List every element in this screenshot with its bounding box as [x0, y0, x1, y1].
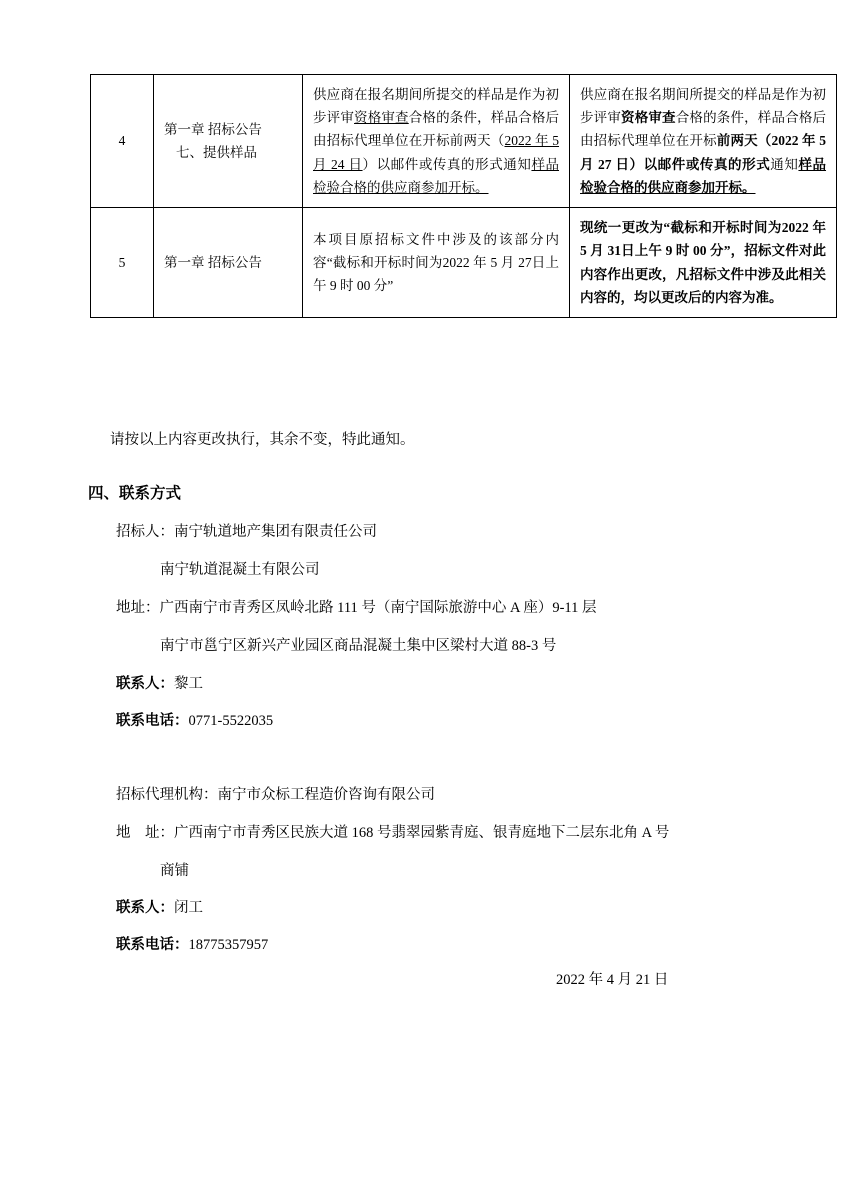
text-run: 现统一更改为“截标和开标时间为2022 年 5 月 31日上午 9 时 00 分”，招标文件对此内容作出更改，凡招标文件中涉及此相关内容的，均以更改后的内容为准。 [580, 220, 826, 305]
text-run: 资格审查 [621, 110, 676, 126]
contact-line [88, 714, 273, 729]
row-new-content-cell [570, 208, 837, 318]
section-title-contact: 四、联系方式 [88, 485, 182, 502]
text-run: 前两天（2022 年 5 月 27 日）以邮件或传真的形式 [580, 133, 827, 172]
contact-label: 招标人： [116, 524, 174, 540]
contact-line [88, 601, 597, 616]
row-old-content-cell [303, 208, 570, 318]
text-run: 供应商在报名期间所提交的样品是作为初步评审 [580, 87, 826, 126]
contact-value: 黎工 [174, 676, 203, 692]
text-run: 资格审查 [354, 110, 409, 126]
contact-label: 地址： [116, 600, 160, 616]
execution-note: 请按以上内容更改执行，其余不变，特此通知。 [110, 432, 415, 448]
contact-label: 联系人： [116, 676, 174, 692]
text-run: 样品检验合格的供应商参加开标。 [580, 156, 827, 195]
text-run: 通知 [770, 156, 799, 172]
contact-line [88, 639, 556, 654]
row-number: 5 [118, 254, 126, 270]
contact-line [88, 901, 203, 916]
row-old-content-cell [303, 75, 570, 208]
table-row [91, 75, 837, 208]
contact-value: 商铺 [160, 863, 189, 879]
contact-line [88, 525, 377, 540]
text-run: 合格的条件，样品合格后由招标代理单位在开标 [580, 110, 827, 149]
contact-line [88, 826, 669, 841]
row-item-cell [154, 75, 303, 208]
document-date: 2022 年 4 月 21 日 [556, 972, 669, 988]
text-run: 供应商在报名期间所提交的样品是作为初步评审 [313, 87, 559, 126]
text-run: 合格的条件，样品合格后由招标代理单位在开标前两天（ [313, 110, 560, 149]
contact-value: 广西南宁市青秀区民族大道 168 号翡翠园紫青庭、银青庭地下二层东北角 A 号 [174, 825, 670, 841]
table-row [91, 208, 837, 318]
amendment-table [90, 74, 837, 318]
contact-value: 南宁市邕宁区新兴产业园区商品混凝土集中区梁村大道 88-3 号 [160, 638, 557, 654]
contact-value: 南宁市众标工程造价咨询有限公司 [217, 787, 435, 803]
row-item-line1: 第一章 招标公告 [164, 254, 262, 270]
contact-line [88, 677, 203, 692]
contact-value: 闭工 [174, 900, 203, 916]
row-number: 4 [118, 133, 126, 149]
text-run: ）以邮件或传真的形式通知 [362, 156, 532, 172]
contact-line [88, 563, 320, 578]
contact-value: 0771-5522035 [188, 713, 274, 729]
row-new-content-cell [570, 75, 837, 208]
contact-label: 地 址： [116, 825, 174, 841]
contact-line [88, 938, 268, 953]
contact-label: 联系人： [116, 900, 174, 916]
contact-label: 联系电话： [116, 713, 189, 729]
contact-label: 招标代理机构： [116, 787, 218, 803]
text-run: 本项目原招标文件中涉及的该部分内容“截标和开标时间为2022 年 5 月 27日上午 9 时 00 分” [313, 231, 559, 294]
row-item-line1: 第一章 招标公告 [164, 121, 262, 137]
contact-line [88, 788, 435, 803]
text-run: 样品检验合格的供应商参加开标。 [313, 156, 560, 195]
contact-label: 联系电话： [116, 937, 189, 953]
row-item-line2: 七、提供样品 [176, 145, 257, 161]
contact-line [88, 864, 189, 879]
contact-value: 南宁轨道地产集团有限责任公司 [174, 524, 377, 540]
contact-value: 18775357957 [188, 937, 269, 953]
contact-value: 广西南宁市青秀区凤岭北路 111 号（南宁国际旅游中心 A 座）9-11 层 [159, 600, 597, 616]
row-item-cell [154, 208, 303, 318]
contact-value: 南宁轨道混凝土有限公司 [160, 562, 320, 578]
text-run: 2022 年 5 月 24 日 [313, 133, 560, 172]
row-number-cell [91, 75, 154, 208]
row-number-cell [91, 208, 154, 318]
table-body [91, 75, 837, 318]
